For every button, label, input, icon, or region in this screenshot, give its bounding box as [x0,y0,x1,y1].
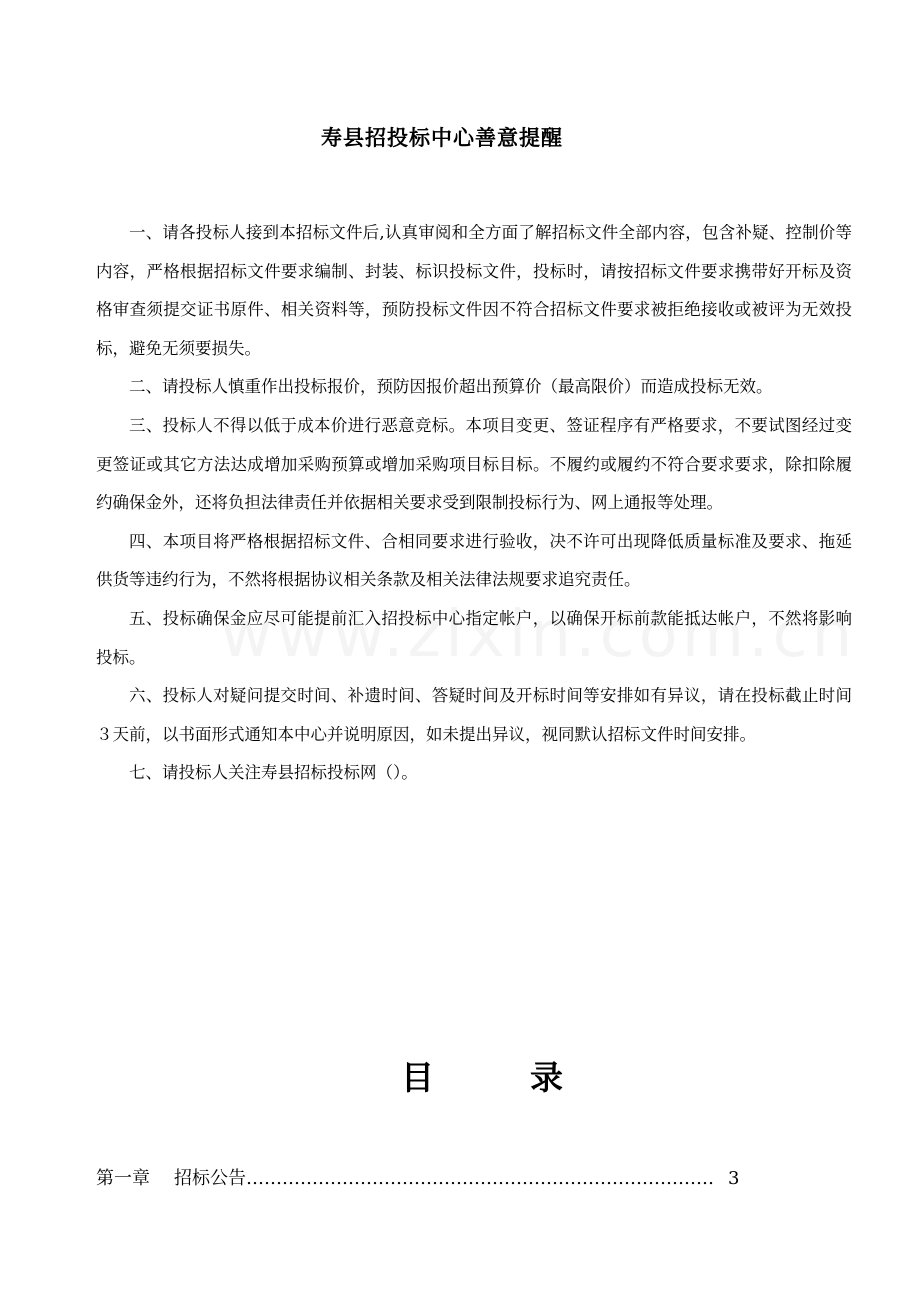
toc-entry-leader: …………………………………………………………………… [246,1168,714,1189]
toc-entry-chapter: 第一章 [96,1168,150,1189]
toc-title-part2: 录 [530,1058,563,1097]
paragraph-4: 四、本项目将严格根据招标文件、合相同要求进行验收，决不许可出现降低质量标准及要求、拖延供货等违约行为，不然将根据协议相关条款及相关法律法规要求追究责任。 [96,531,852,590]
paragraph-5: 五、投标确保金应尽可能提前汇入招投标中心指定帐户，以确保开标前款能抵达帐户，不然将影响投标。 [96,608,852,667]
toc-entry-page: 3 [728,1168,740,1189]
page-title: 寿县招投标中心善意提醒 [321,126,563,150]
toc-title-part1: 目 [401,1058,434,1097]
paragraph-1: 一、请各投标人接到本招标文件后,认真审阅和全方面了解招标文件全部内容，包含补疑、控制价等内容，严格根据招标文件要求编制、封装、标识投标文件，投标时，请按招标文件要求携带好开标及资格审查须提交证书原件、相关资料等，预防投标文件因不符合招标文件要求被拒绝接收或被评为无效投标，避免无须要损失。 [96,223,852,358]
paragraph-3: 三、投标人不得以低于成本价进行恶意竞标。本项目变更、签证程序有严格要求，不要试图经过变更签证或其它方法达成增加采购预算或增加采购项目标目标。不履约或履约不符合要求要求，除扣除履约确保金外，还将负担法律责任并依据相关要求受到限制投标行为、网上通报等处理。 [96,415,852,513]
toc-entry[interactable] [96,1164,796,1190]
toc-entry-label: 招标公告 [174,1168,246,1189]
reminder-body [96,214,852,793]
toc-title [22,1052,920,1099]
paragraph-6: 六、投标人对疑问提交时间、补遗时间、答疑时间及开标时间等安排如有异议，请在投标截止时间３天前，以书面形式通知本中心并说明原因，如未提出异议，视同默认招标文件时间安排。 [96,686,852,744]
paragraph-2: 二、请投标人慎重作出投标报价，预防因报价超出预算价（最高限价）而造成投标无效。 [129,377,773,397]
paragraph-7: 七、请投标人关注寿县招标投标网（）。 [129,763,418,783]
